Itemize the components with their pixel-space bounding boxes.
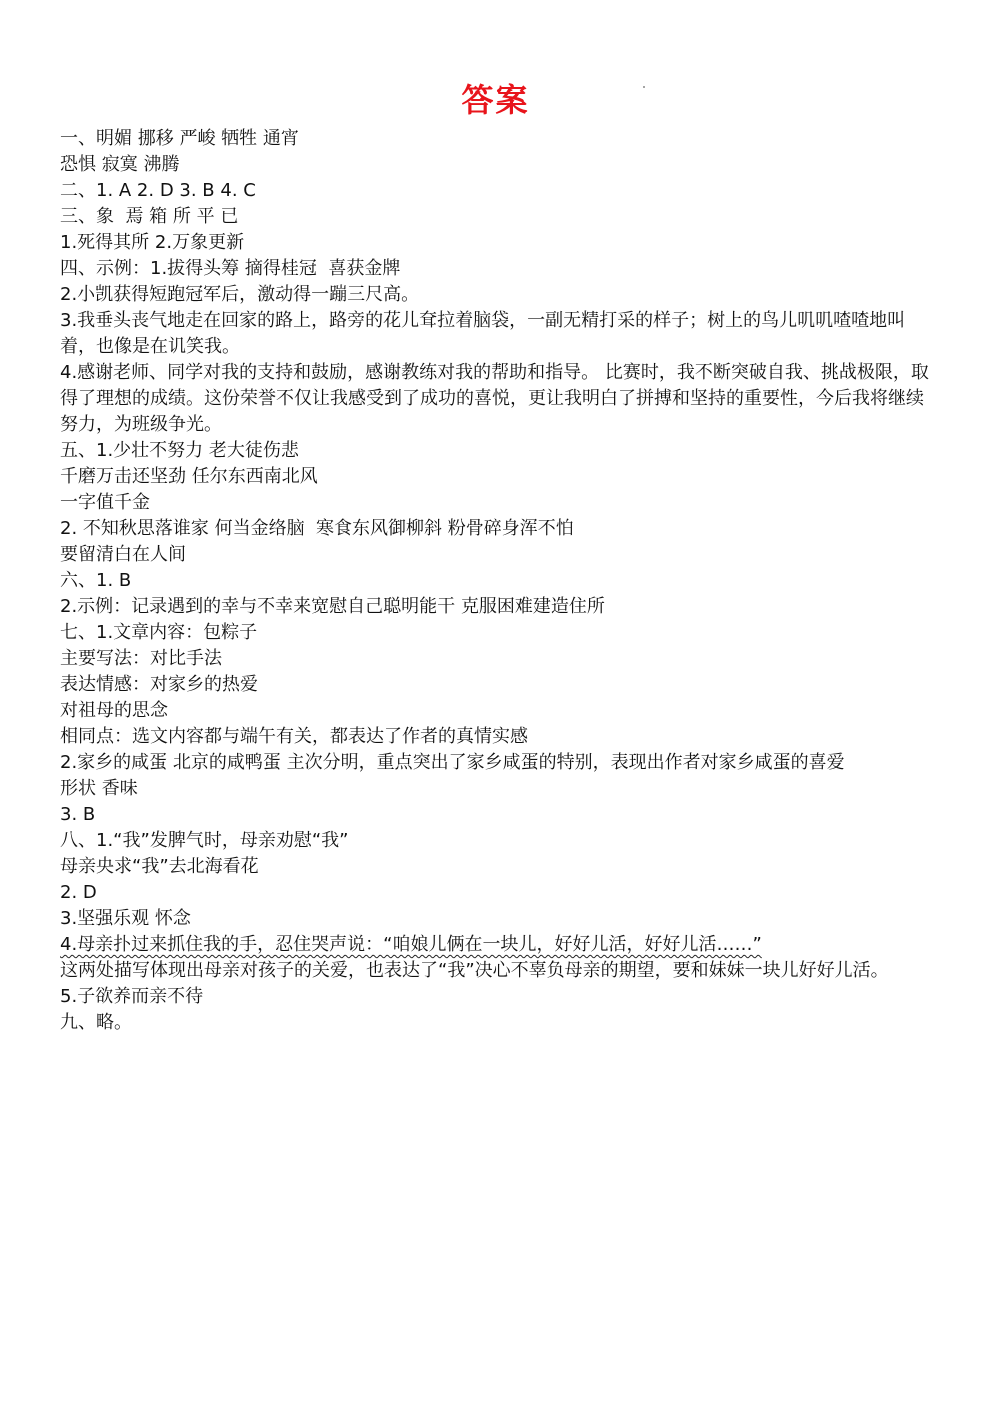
answer-line: 四、示例：1.拔得头筹 摘得桂冠 喜获金牌 bbox=[60, 258, 401, 279]
answer-line: 八、1.“我”发脾气时，母亲劝慰“我” bbox=[60, 830, 349, 851]
answer-line: 一字值千金 bbox=[60, 492, 150, 513]
answer-line-underlined: 4.母亲扑过来抓住我的手，忍住哭声说：“咱娘儿俩在一块儿，好好儿活，好好儿活……” bbox=[60, 934, 762, 955]
answer-line: 主要写法：对比手法 bbox=[60, 648, 222, 669]
answer-line: 2. 不知秋思落谁家 何当金络脑 寒食东风御柳斜 粉骨碎身浑不怕 bbox=[60, 518, 574, 539]
answer-line: 1.死得其所 2.万象更新 bbox=[60, 232, 245, 253]
answer-line: 对祖母的思念 bbox=[60, 700, 168, 721]
answer-line: 2. D bbox=[60, 882, 97, 903]
answer-line: 千磨万击还坚劲 任尔东西南北风 bbox=[60, 466, 318, 487]
answer-line: 母亲央求“我”去北海看花 bbox=[60, 856, 259, 877]
answer-line: 2.小凯获得短跑冠军后，激动得一蹦三尺高。 bbox=[60, 284, 420, 305]
answer-line: 这两处描写体现出母亲对孩子的关爱，也表达了“我”决心不辜负母亲的期望，要和妹妹一块儿好好儿活。 bbox=[60, 960, 889, 981]
answer-line: 5.子欲养而亲不待 bbox=[60, 986, 204, 1007]
answer-line: 五、1.少壮不努力 老大徒伤悲 bbox=[60, 440, 299, 461]
answer-line: 表达情感：对家乡的热爱 bbox=[60, 674, 258, 695]
answer-line: 二、1. A 2. D 3. B 4. C bbox=[60, 180, 256, 201]
answer-line: 七、1.文章内容：包粽子 bbox=[60, 622, 258, 643]
answer-line: 2.示例：记录遇到的幸与不幸来宽慰自己聪明能干 克服困难建造住所 bbox=[60, 596, 605, 617]
answer-line: 相同点：选文内容都与端午有关，都表达了作者的真情实感 bbox=[60, 726, 528, 747]
answer-line: 3.坚强乐观 怀念 bbox=[60, 908, 191, 929]
answer-line: 3. B bbox=[60, 804, 96, 825]
answer-content bbox=[60, 126, 940, 1036]
answer-line: 一、明媚 挪移 严峻 牺牲 通宵 bbox=[60, 128, 299, 149]
answer-line: 要留清白在人间 bbox=[60, 544, 186, 565]
answer-line: 三、象 焉 箱 所 平 已 bbox=[60, 206, 239, 227]
answer-line: 九、略。 bbox=[60, 1012, 132, 1033]
answer-line: 形状 香味 bbox=[60, 778, 138, 799]
answer-line: 恐惧 寂寞 沸腾 bbox=[60, 154, 180, 175]
answer-line: 3.我垂头丧气地走在回家的路上，路旁的花儿耷拉着脑袋，一副无精打采的样子；树上的鸟儿叽叽喳喳地叫着，也像是在讥笑我。 bbox=[60, 310, 906, 357]
answer-line: 六、1. B bbox=[60, 570, 132, 591]
answer-line: 4.感谢老师、同学对我的支持和鼓励，感谢教练对我的帮助和指导。 比赛时，我不断突破自我、挑战极限，取得了理想的成绩。这份荣誉不仅让我感受到了成功的喜悦，更让我明白了拼搏和坚持的重要性，今后我将继续努力，为班级争光。 bbox=[60, 362, 929, 435]
answer-line: 2.家乡的咸蛋 北京的咸鸭蛋 主次分明，重点突出了家乡咸蛋的特别，表现出作者对家乡咸蛋的喜爱 bbox=[60, 752, 845, 773]
page-title: 答案 bbox=[461, 81, 530, 119]
